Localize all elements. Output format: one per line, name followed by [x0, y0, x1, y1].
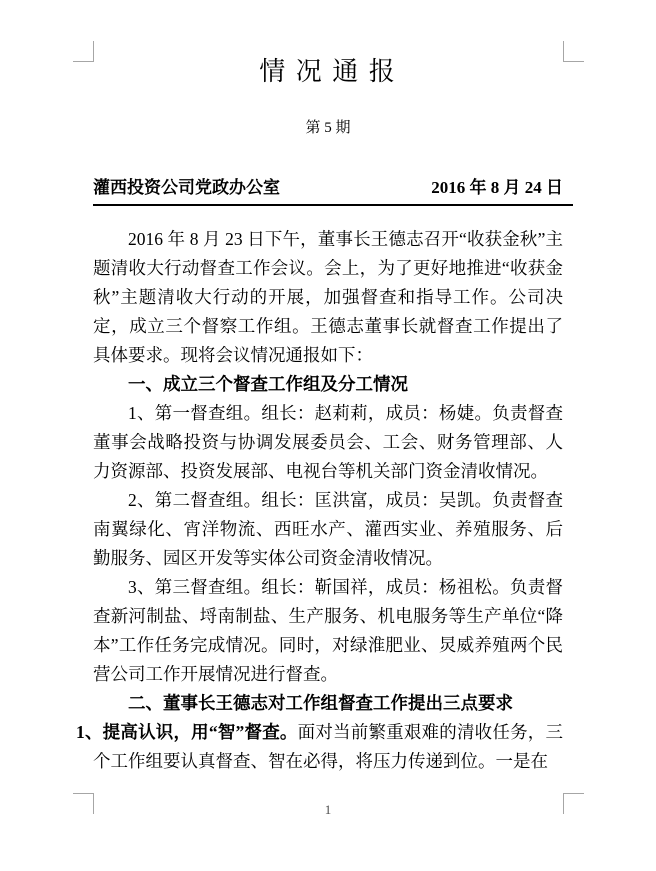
paragraph-intro: 2016 年 8 月 23 日下午，董事长王德志召开“收获金秋”主题清收大行动督查工作会议。会上，为了更好地推进“收获金秋”主题清收大行动的开展，加强督查和指导工作。公司决定，成立三个督察工作组。王德志董事长就督查工作提出了具体要求。现将会议情况通报如下：	[93, 229, 563, 365]
section-heading-2: 二、董事长王德志对工作组督查工作提出三点要求	[128, 693, 513, 713]
crop-mark-top-right	[563, 41, 584, 62]
masthead-organization: 灌西投资公司党政办公室	[93, 178, 280, 197]
section-heading-1: 一、成立三个督查工作组及分工情况	[128, 374, 408, 394]
crop-mark-top-left	[73, 41, 94, 62]
page-number: 1	[324, 802, 332, 817]
masthead-date: 2016 年 8 月 24 日	[431, 178, 563, 197]
requirement-1-text: 面对当前繁重艰难的清收任务，三个工作组要认真督查、智在必得，将压力传递到位。一是在	[93, 722, 563, 771]
paragraph-group-1: 1、第一督查组。组长：赵莉莉，成员：杨婕。负责督查董事会战略投资与协调发展委员会、工会、财务管理部、人力资源部、投资发展部、电视台等机关部门资金清收情况。	[93, 403, 563, 481]
requirement-1-lead: 1、提高认识，用“智”督查。	[76, 722, 298, 742]
masthead	[93, 178, 573, 206]
page-title: 情 况 通 报	[259, 57, 397, 86]
paragraph-requirement-1	[76, 718, 563, 776]
paragraph-group-3: 3、第三督查组。组长：靳国祥，成员：杨祖松。负责督查新河制盐、埒南制盐、生产服务、机电服务等生产单位“降本”工作任务完成情况。同时，对绿淮肥业、炅威养殖两个民营公司工作开展情况进行督查。	[93, 577, 563, 684]
issue-number: 第 5 期	[305, 120, 351, 136]
content-area	[76, 0, 563, 776]
paragraph-group-2: 2、第二督查组。组长：匡洪富，成员：吴凯。负责督查南翼绿化、宵洋物流、西旺水产、灌西实业、养殖服务、后勤服务、园区开发等实体公司资金清收情况。	[93, 490, 563, 568]
document-body	[76, 225, 563, 776]
